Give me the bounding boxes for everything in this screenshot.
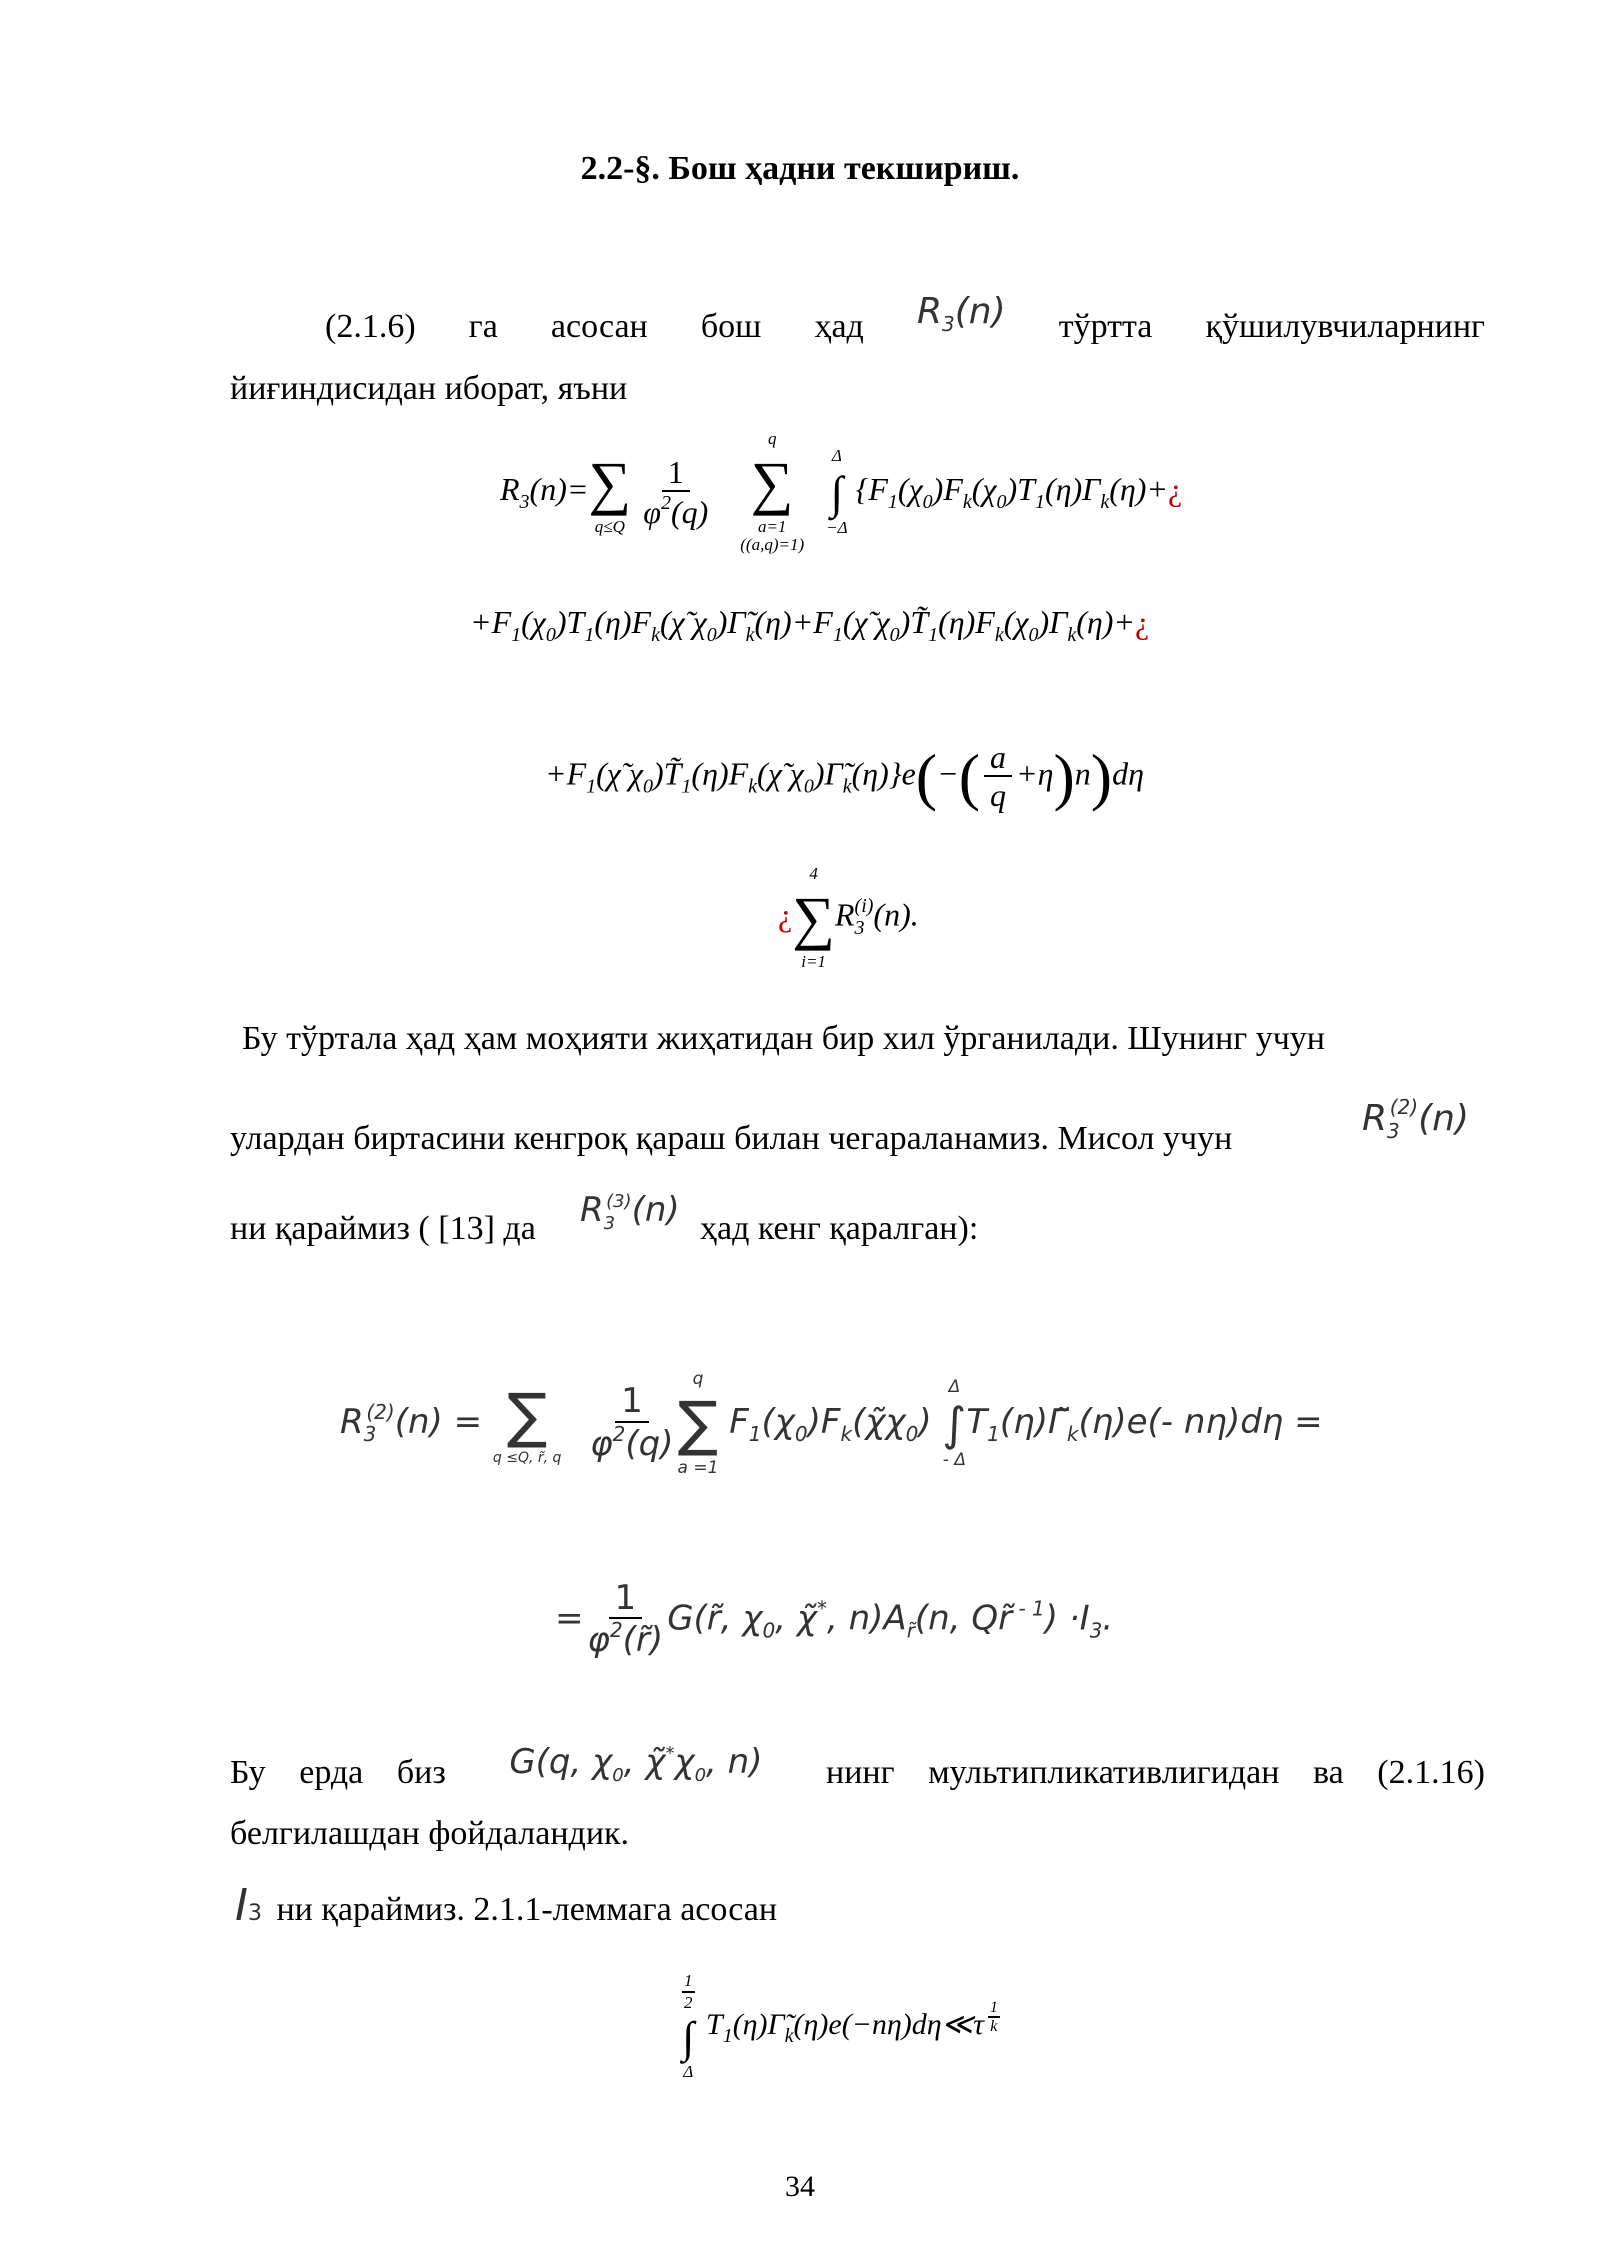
equation-r3-2-result: = $\frac{1}{\varphi^2(r̃)}$ G(r̃, $\chi_0$, χ̃*, $n)A_{r̃}(n$, Qr̃ $^{- 1}) \cdot I_3$.	[555, 1578, 1114, 1661]
equation-r3-2: $R_3^{(2)}(n)$ = ∑ q ≤Q, r̃, q $\frac{1}{\varphi^2(q)}$ q ∑ a =1 $F_1(\chi_0)F_k(\chĩ\chi_0)$ Δ ∫ - Δ $T_1(\eta)\Gammã_k(\eta)e(-$ nη)dη =	[340, 1369, 1323, 1478]
inline-math-g: G(q, $\chi_0$, $\chĩ^*\chi_0$, n)	[509, 1742, 763, 1786]
equation-r3-line4: ¿ 4 ∑ i=1 $R_3^{(i)}(n)$.	[778, 864, 919, 971]
word: Бу	[230, 1754, 266, 1791]
symbol-i: I	[235, 1880, 248, 1931]
word: ва	[1313, 1754, 1344, 1791]
page-number: 34	[785, 2170, 815, 2203]
equation-ref: (2.1.6)	[325, 308, 416, 345]
inline-math-r3: $R_3(n)$	[916, 291, 1006, 336]
para3-line1	[230, 1742, 1485, 1796]
section-heading: 2.2-§. Бош ҳадни текшириш.	[580, 150, 1020, 187]
symbol-i-sub: 3	[247, 1901, 262, 1926]
word: ҳад	[814, 308, 864, 345]
para2-line3b: ҳад кенг қаралган):	[700, 1210, 979, 1247]
word: мультипликативлигидан	[928, 1754, 1280, 1791]
para4-text: ни қараймиз. 2.1.1-леммага асосан	[276, 1891, 778, 1928]
equation-r3-line1: $R_3(n)=$ ∑ q≤Q $\frac{1}{\varphi^2(q)}$ q ∑ a=1 ((a,q)=1) Δ ∫ −Δ {$F_1(\chi_0)F_k(\chi_0)T_1(\eta)\Gamma_k(\eta)+¿$	[500, 429, 1183, 555]
word: ерда	[299, 1754, 364, 1791]
para4-line	[235, 1880, 777, 1931]
equation-r3-line3: $+F_1(\chĩ$ $\chi_0)T̃_1(\eta)F_k(\chĩ$ $\chi_0)\Gammã_k(\eta)\}e(-$( $\frac{a}{q}$ +η)n)dη	[545, 739, 1144, 814]
word: га	[468, 308, 498, 345]
para1-line2: йиғиндисидан иборат, яъни	[230, 370, 628, 407]
para2-line2: улардан биртасини кенгроқ қараш билан чегараланамиз. Мисол учун	[230, 1120, 1233, 1157]
equation-r3-line2: $+F_1(\chi_0)T_1(\eta)F_k(\chĩ$ $\chi_0)\Gammã_k(\eta)+F_1(\chĩ$ $\chi_0)T̃_1(\eta)F_k(\chi_0)\Gamma_k(\eta)+¿$	[470, 604, 1150, 646]
word: нинг	[826, 1754, 895, 1791]
para1-line1	[325, 291, 1485, 350]
word: бош	[700, 308, 762, 345]
inline-math-r3-2: $R_3^{(2)}(n)$	[1362, 1095, 1469, 1143]
word: қўшилувчиларнинг	[1205, 308, 1485, 345]
para2-line1: Бу тўртала ҳад ҳам моҳияти жиҳатидан бир хил ўрганилади. Шунинг учун	[242, 1020, 1326, 1057]
inline-math-r3-3: $R_3^{(3)}(n)$	[580, 1190, 680, 1234]
word: асосан	[550, 308, 648, 345]
equation-integral-estimate: $\frac{1}{2}$ ∫ Δ $T_1(\eta)\Gammã_k(\eta)e(-n\eta)d\eta≪\tau$ $^{\frac{1}{k}}$	[682, 1971, 998, 2082]
word: биз	[396, 1754, 446, 1791]
para2-line3a: ни қараймиз ( [13] да	[230, 1210, 536, 1247]
word: тўртта	[1058, 308, 1153, 345]
word: (2.1.16)	[1377, 1754, 1485, 1791]
para3-line2: белгилашдан фойдаландик.	[230, 1815, 630, 1852]
